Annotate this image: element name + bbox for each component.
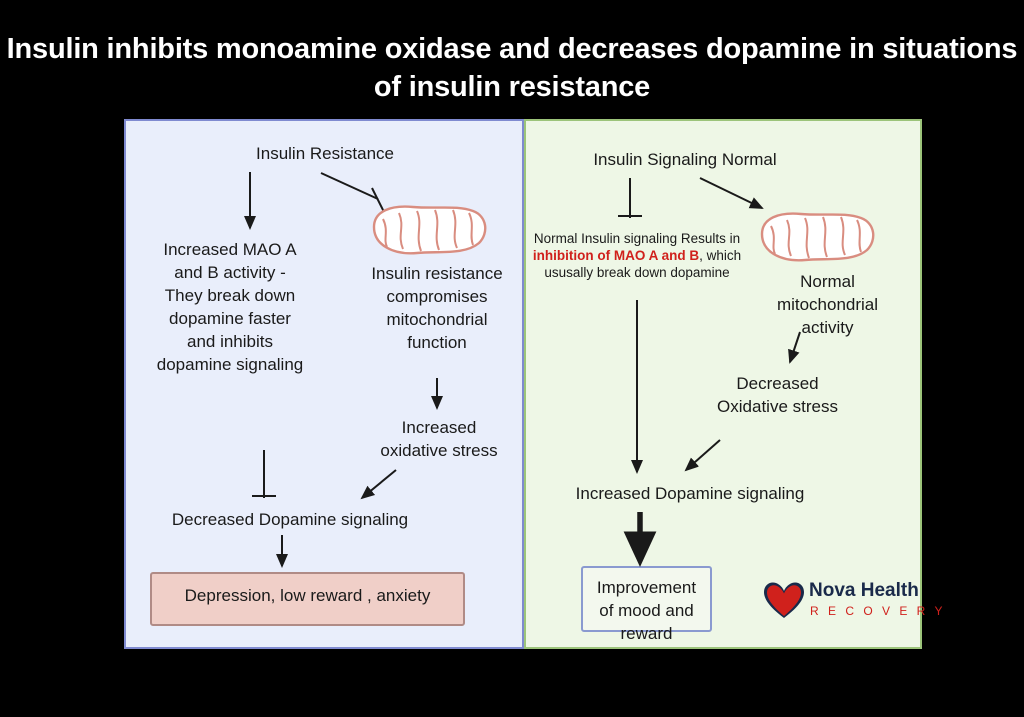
normal-signaling-text-pre: Normal Insulin signaling Results in [533, 231, 741, 246]
node-increased-dopamine-signaling: Increased Dopamine signaling [575, 484, 805, 503]
node-decreased-oxidative-stress: Decreased Oxidative stress [717, 374, 838, 416]
node-decreased-dopamine-signaling: Decreased Dopamine signaling [171, 510, 409, 529]
node-normal-mitochondrial-activity: Normal mitochondrial activity [776, 272, 879, 337]
node-insulin-signaling-normal: Insulin Signaling Normal [593, 150, 777, 169]
node-increased-mao: Increased MAO A and B activity - They break down dopamine faster and inhibits dopamine signaling [156, 240, 304, 374]
logo-brand-text: Nova Health [809, 580, 919, 601]
normal-signaling-text-post: , which ususally break down dopamine [544, 248, 742, 280]
nova-health-logo [762, 580, 946, 628]
node-outcome-improvement: Improvement of mood and reward [581, 566, 712, 632]
node-normal-insulin-signaling [528, 230, 746, 281]
node-increased-oxidative-stress: Increased oxidative stress [380, 418, 498, 460]
normal-signaling-text-emphasis: inhibition of MAO A and B [532, 248, 700, 263]
logo-subtitle-text: R E C O V E R Y [810, 604, 946, 618]
page-title: Insulin inhibits monoamine oxidase and decreases dopamine in situations of insulin resistance [6, 33, 1018, 103]
insulin-resistance-panel [124, 119, 524, 649]
heart-icon [762, 580, 806, 620]
node-outcome-depression: Depression, low reward , anxiety [150, 572, 465, 626]
node-mito-compromised: Insulin resistance compromises mitochondrial function [371, 264, 503, 352]
node-insulin-resistance: Insulin Resistance [256, 144, 394, 163]
